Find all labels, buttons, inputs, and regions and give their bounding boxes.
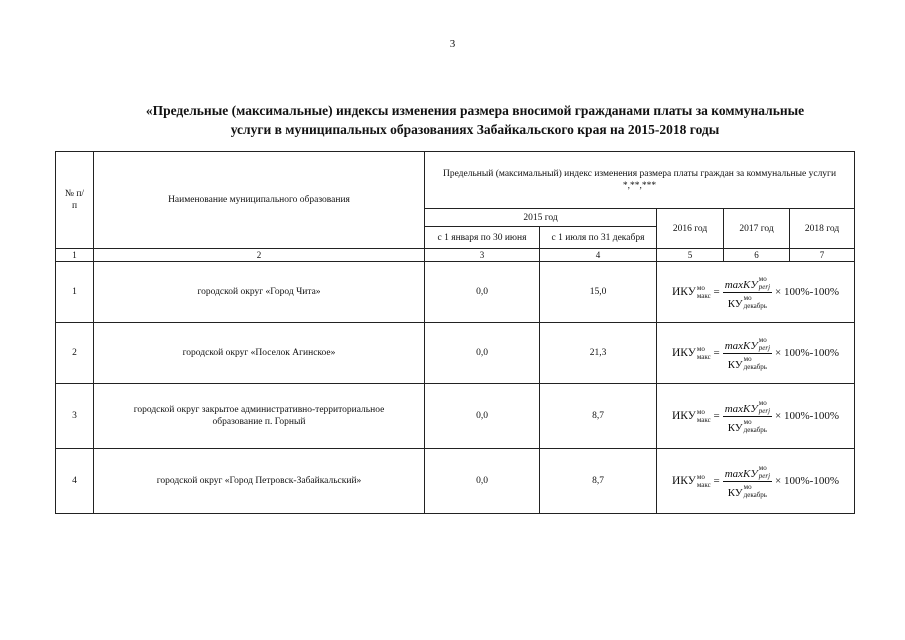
document-title — [95, 101, 855, 139]
row-name: городской округ «Город Петровск-Забайкальский» — [94, 449, 425, 514]
header-2015: 2015 год — [425, 209, 657, 227]
col-number: 1 — [56, 249, 94, 262]
index-table — [55, 151, 855, 514]
row-2015-h1: 0,0 — [425, 262, 540, 323]
row-formula-cell — [657, 323, 855, 384]
formula-den-sup: мо — [743, 354, 752, 363]
table-row — [56, 384, 855, 449]
col-number: 5 — [657, 249, 724, 262]
formula-num-sup: мо — [758, 398, 767, 407]
row-2015-h1: 0,0 — [425, 449, 540, 514]
formula-den-sub: декабрь — [743, 490, 767, 499]
formula-equals: = — [710, 286, 720, 298]
header-2016: 2016 год — [657, 209, 724, 249]
formula-num-indices — [759, 464, 770, 480]
formula-lhs-sub: макс — [696, 481, 711, 489]
formula-equals: = — [710, 410, 720, 422]
formula-num-indices — [759, 336, 770, 352]
formula-numerator — [723, 464, 772, 482]
formula-lhs-indices — [697, 473, 711, 489]
formula-den-sub: декабрь — [743, 362, 767, 371]
header-2015-h1: с 1 января по 30 июня — [425, 227, 540, 249]
formula-lhs-indices — [697, 345, 711, 361]
formula-den-main: КУ — [727, 297, 743, 310]
formula-lhs-sup: мо — [696, 473, 705, 481]
formula-denominator — [726, 354, 769, 371]
formula-fraction — [723, 399, 772, 434]
title-line-1: «Предельные (максимальные) индексы изменения размера вносимой гражданами платы за коммунальные — [145, 103, 805, 118]
formula-num-sup: мо — [758, 335, 767, 344]
table-row — [56, 449, 855, 514]
row-formula-cell — [657, 262, 855, 323]
formula-num-sup: мо — [758, 463, 767, 472]
col-number: 2 — [94, 249, 425, 262]
row-2015-h1: 0,0 — [425, 384, 540, 449]
row-num: 1 — [56, 262, 94, 323]
formula-num-sub: perj — [758, 343, 771, 352]
formula-den-sub: декабрь — [743, 425, 767, 434]
formula-lhs: ИКУ — [672, 475, 696, 487]
formula-den-sub: декабрь — [743, 301, 767, 310]
formula-lhs-sub: макс — [696, 353, 711, 361]
header-index-group: Предельный (максимальный) индекс изменения размера платы граждан за коммунальные услуги *,**,*** — [425, 152, 855, 209]
formula-tail: × 100%-100% — [775, 410, 839, 422]
row-2015-h2: 8,7 — [540, 449, 657, 514]
table-row — [56, 323, 855, 384]
formula-den-main: КУ — [727, 486, 743, 499]
index-formula — [672, 464, 839, 499]
formula-den-sup: мо — [743, 482, 752, 491]
formula-num-indices — [759, 399, 770, 415]
formula-lhs-sup: мо — [696, 345, 705, 353]
formula-denominator — [726, 482, 769, 499]
col-number: 6 — [724, 249, 790, 262]
header-2015-h2: с 1 июля по 31 декабря — [540, 227, 657, 249]
formula-lhs-sub: макс — [696, 292, 711, 300]
formula-lhs: ИКУ — [672, 286, 696, 298]
formula-numerator — [723, 399, 772, 417]
row-2015-h1: 0,0 — [425, 323, 540, 384]
index-formula — [672, 336, 839, 371]
formula-fraction — [723, 464, 772, 499]
formula-num-main: maxKУ — [724, 467, 758, 480]
formula-equals: = — [710, 347, 720, 359]
formula-equals: = — [710, 475, 720, 487]
formula-den-indices — [744, 483, 767, 499]
page-number: 3 — [449, 38, 456, 50]
column-numbers-row — [56, 249, 855, 262]
row-2015-h2: 21,3 — [540, 323, 657, 384]
index-formula — [672, 275, 839, 310]
formula-lhs: ИКУ — [672, 410, 696, 422]
row-formula-cell — [657, 384, 855, 449]
formula-den-main: КУ — [727, 421, 743, 434]
formula-denominator — [726, 417, 769, 434]
formula-num-main: maxKУ — [724, 339, 758, 352]
col-number: 3 — [425, 249, 540, 262]
col-number: 4 — [540, 249, 657, 262]
formula-lhs: ИКУ — [672, 347, 696, 359]
formula-fraction — [723, 275, 772, 310]
formula-num-indices — [759, 275, 770, 291]
header-num: № п/п — [56, 152, 94, 249]
formula-num-sub: perj — [758, 282, 771, 291]
formula-den-indices — [744, 294, 767, 310]
formula-num-main: maxKУ — [724, 278, 758, 291]
row-name: городской округ «Город Чита» — [94, 262, 425, 323]
formula-num-sup: мо — [758, 274, 767, 283]
row-num: 4 — [56, 449, 94, 514]
row-2015-h2: 8,7 — [540, 384, 657, 449]
formula-denominator — [726, 293, 769, 310]
formula-tail: × 100%-100% — [775, 475, 839, 487]
formula-den-sup: мо — [743, 417, 752, 426]
row-2015-h2: 15,0 — [540, 262, 657, 323]
formula-den-sup: мо — [743, 293, 752, 302]
row-num: 3 — [56, 384, 94, 449]
formula-den-indices — [744, 418, 767, 434]
header-2018: 2018 год — [790, 209, 855, 249]
formula-lhs-sup: мо — [696, 408, 705, 416]
formula-num-sub: perj — [758, 471, 771, 480]
formula-den-main: КУ — [727, 358, 743, 371]
row-name: городской округ закрытое административно-территориальное образование п. Горный — [94, 384, 425, 449]
formula-numerator — [723, 336, 772, 354]
formula-lhs-indices — [697, 408, 711, 424]
formula-fraction — [723, 336, 772, 371]
formula-numerator — [723, 275, 772, 293]
row-formula-cell — [657, 449, 855, 514]
index-formula — [672, 399, 839, 434]
formula-lhs-indices — [697, 284, 711, 300]
formula-tail: × 100%-100% — [775, 286, 839, 298]
table-row — [56, 262, 855, 323]
formula-tail: × 100%-100% — [775, 347, 839, 359]
formula-lhs-sub: макс — [696, 416, 711, 424]
formula-lhs-sup: мо — [696, 284, 705, 292]
row-name: городской округ «Поселок Агинское» — [94, 323, 425, 384]
formula-num-main: maxKУ — [724, 402, 758, 415]
header-2017: 2017 год — [724, 209, 790, 249]
title-line-2: услуги в муниципальных образованиях Забайкальского края на 2015-2018 годы — [230, 122, 720, 137]
formula-den-indices — [744, 355, 767, 371]
col-number: 7 — [790, 249, 855, 262]
header-name: Наименование муниципального образования — [94, 152, 425, 249]
formula-num-sub: perj — [758, 406, 771, 415]
row-num: 2 — [56, 323, 94, 384]
